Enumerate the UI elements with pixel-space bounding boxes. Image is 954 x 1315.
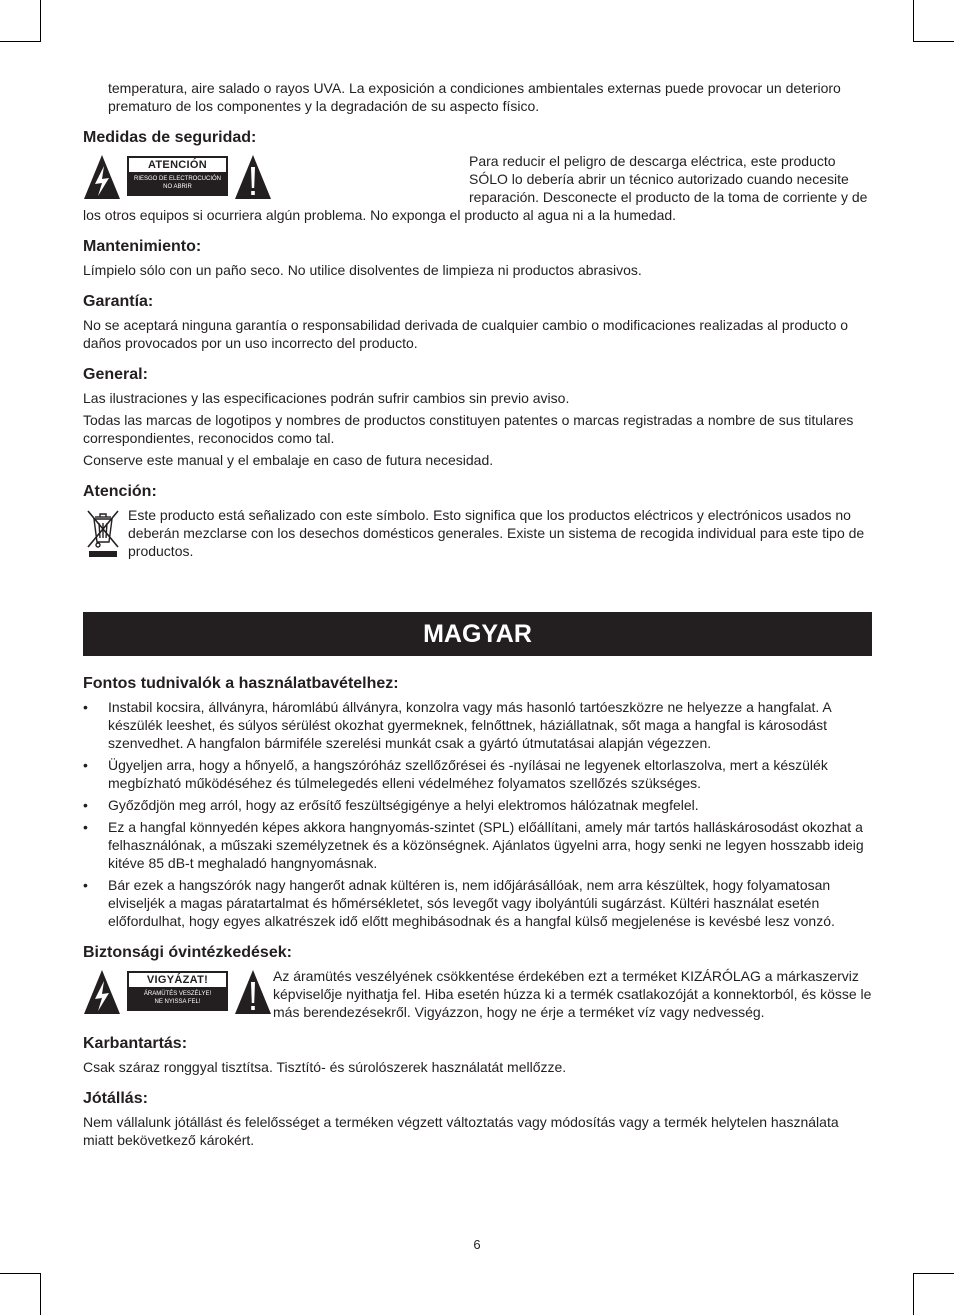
crop-mark xyxy=(0,41,41,42)
language-section-bar: MAGYAR xyxy=(83,612,872,656)
warning-label xyxy=(83,154,274,200)
exclamation-triangle-icon xyxy=(234,969,272,1015)
caution-label-line: NO ABRIR xyxy=(163,184,192,190)
page-number: 6 xyxy=(473,1237,481,1252)
list-item-text: Ez a hangfal könnyedén képes akkora hangnyomás-szintet (SPL) előállítani, amely már tartós halláskárosodást okozhat a felhasználónak, a műszaki személyzetnek és a közönségnek. Ajánlatos ügyelni arra, hogy senki ne legyen hosszabb ideig kitéve 85 dB-t meghaladó hangnyomásnak. xyxy=(108,819,864,871)
crop-mark xyxy=(913,0,914,42)
list-item: • Győződjön meg arról, hogy az erősítő feszültségigénye a helyi elektromos hálózatnak megfelel. xyxy=(83,797,699,813)
section-title-warranty-hu: Jótállás: xyxy=(83,1090,148,1107)
general-text: Todas las marcas de logotipos y nombres de productos constituyen patentes o marcas registradas a nombre de sus titulares correspondientes, reconocidos como tal. xyxy=(83,412,854,446)
section-title-warranty: Garantía: xyxy=(83,293,154,310)
weee-block xyxy=(83,506,872,560)
crop-mark xyxy=(913,41,954,42)
crop-mark xyxy=(40,0,41,42)
maintenance-text-hu: Csak száraz ronggyal tisztítsa. Tisztító- és súrolószerek használatát mellőzze. xyxy=(83,1059,567,1075)
section-title-attention: Atención: xyxy=(83,483,157,500)
section-title-general: General: xyxy=(83,366,148,383)
list-item: • Bár ezek a hangszórók nagy hangerőt adnak kültéren is, nem időjárásállóak, nem arra készültek, hogy folyamatosan elviseljék a magas páratartalmat és hőmérsékletet, sós levegőt vagy ibolyántúli sugárzást. Kültéri használat esetén előfordulhat, hogy egyes alkatrészek idő előtt meghibásodnak és a hangfal külső megjelenése is kevésbé lesz vonzó. xyxy=(83,877,835,929)
exclamation-triangle-icon xyxy=(234,154,272,200)
crop-mark xyxy=(913,1273,914,1315)
general-text: Las ilustraciones y las especificaciones podrán sufrir cambios sin previo aviso. xyxy=(83,390,570,406)
list-item: • Ez a hangfal könnyedén képes akkora hangnyomás-szintet (SPL) előállítani, amely már tartós halláskárosodást okozhat a felhasználónak, a műszaki személyzetnek és a közönségnek. Ajánlatos ügyelni arra, hogy senki ne legyen hosszabb ideig kitéve 85 dB-t meghaladó hangnyomásnak. xyxy=(83,819,864,871)
hungarian-section xyxy=(83,674,872,1153)
list-item-text: Instabil kocsira, állványra, háromlábú állványra, konzolra vagy más hasonló tartóeszközre ne helyezze a hangfalat. A készülék leeshet, és súlyos sérülést okozhat gyermeknek, felnőttnek, háziállatnak, sőt maga a hangfal is károsodást szenvedhet. A hangfalon bármiféle szerelési munkát csak a gyártó útmutatásai alapján végezzen. xyxy=(108,699,831,751)
crop-mark xyxy=(0,1273,41,1274)
intro-continuation: temperatura, aire salado o rayos UVA. La exposición a condiciones ambientales externas puede provocar un deterioro prematuro de los componentes y la degradación de su aspecto físico. xyxy=(108,80,841,114)
caution-label-line: RIESGO DE ELECTROCUCIÓN xyxy=(133,176,221,182)
caution-label-line: NE NYISSA FEL! xyxy=(154,999,201,1005)
attention-text: Este producto está señalizado con este símbolo. Esto significa que los productos eléctricos y electrónicos usados no deberán mezclarse con los desechos domésticos generales. Existe un sistema de recogida individual para este tipo de productos. xyxy=(128,507,865,559)
important-list xyxy=(83,698,872,930)
list-item: • Instabil kocsira, állványra, háromlábú állványra, konzolra vagy más hasonló tartóeszközre ne helyezze a hangfalat. A készülék leeshet, és súlyos sérülést okozhat gyermeknek, felnőttnek, háziállatnak, sőt maga a hangfal is károsodást szenvedhet. A hangfalon bármiféle szerelési munkát csak a gyártó útmutatásai alapján végezzen. xyxy=(83,699,831,751)
caution-label-box xyxy=(127,971,228,1011)
electric-hazard-triangle-icon xyxy=(83,154,121,200)
spanish-section xyxy=(83,79,872,560)
crop-mark xyxy=(40,1273,41,1315)
safety-text-content: Para reducir el peligro de descarga eléctrica, este producto SÓLO lo debería abrir un técnico autorizado cuando necesite reparación. Desconecte el producto de la toma de corriente y de los otros equipos si ocurriera algún problema. No exponga el producto al agua ni a la humedad. xyxy=(83,153,868,223)
general-text: Conserve este manual y el embalaje en caso de futura necesidad. xyxy=(83,452,494,468)
section-title-safety-hu: Biztonsági óvintézkedések: xyxy=(83,944,292,961)
caution-label-box xyxy=(127,156,228,196)
list-item: • Ügyeljen arra, hogy a hőnyelő, a hangszóróház szellőzőrései és -nyílásai ne legyenek eltorlaszolva, mert a készülék megbízható működéséhez és túlmelegedés elleni védelméhez folyamatos szellőzés szükséges. xyxy=(83,757,828,791)
crop-mark xyxy=(913,1273,954,1274)
warranty-text-hu: Nem vállalunk jótállást és felelősséget a terméken végzett változtatás vagy módosítás vagy a termék helytelen használata miatt bekövetkező károkért. xyxy=(83,1114,839,1148)
electric-hazard-triangle-icon xyxy=(83,969,121,1015)
caution-label-header: ATENCIÓN xyxy=(129,158,226,172)
safety-block xyxy=(83,152,872,224)
list-item-text: Győződjön meg arról, hogy az erősítő feszültségigénye a helyi elektromos hálózatnak megfelel. xyxy=(108,797,699,813)
section-title-maintenance-hu: Karbantartás: xyxy=(83,1035,188,1052)
section-title-maintenance: Mantenimiento: xyxy=(83,238,202,255)
section-title-important: Fontos tudnivalók a használatbavételhez: xyxy=(83,675,399,692)
list-item-text: Bár ezek a hangszórók nagy hangerőt adnak kültéren is, nem időjárásállóak, nem arra készültek, hogy folyamatosan elviseljék a magas páratartalmat és hőmérsékletet, sós levegőt vagy ibolyántúli sugárzást. Kültéri használat esetén előfordulhat, hogy egyes alkatrészek idő előtt meghibásodnak és a hangfal külső megjelenése is kevésbé lesz vonzó. xyxy=(108,877,835,929)
list-item-text: Ügyeljen arra, hogy a hőnyelő, a hangszóróház szellőzőrései és -nyílásai ne legyenek eltorlaszolva, mert a készülék megbízható működéséhez és túlmelegedés elleni védelméhez folyamatos szellőzés szükséges. xyxy=(108,757,828,791)
caution-label-line: ÁRAMÜTÉS VESZÉLYE! xyxy=(143,991,212,997)
safety-text-hu: Az áramütés veszélyének csökkentése érdekében ezt a terméket KIZÁRÓLAG a márkaszerviz képviselője nyithatja fel. Hiba esetén húzza ki a termék csatlakozóját a konnektorból, és kösse le más berendezésekről. Vigyázzon, hogy ne érje a terméket víz vagy nedvesség. xyxy=(273,968,872,1020)
caution-label-header: VIGYÁZAT! xyxy=(129,973,226,987)
section-title-safety: Medidas de seguridad: xyxy=(83,129,257,146)
safety-block-hu xyxy=(83,967,872,1021)
warranty-text: No se aceptará ninguna garantía o responsabilidad derivada de cualquier cambio o modificaciones realizadas al producto o daños provocados por un uso incorrecto del producto. xyxy=(83,317,849,351)
crossed-out-wheelie-bin-icon xyxy=(83,506,123,558)
warning-label xyxy=(83,969,273,1015)
maintenance-text: Límpielo sólo con un paño seco. No utilice disolventes de limpieza ni productos abrasivos. xyxy=(83,262,642,278)
